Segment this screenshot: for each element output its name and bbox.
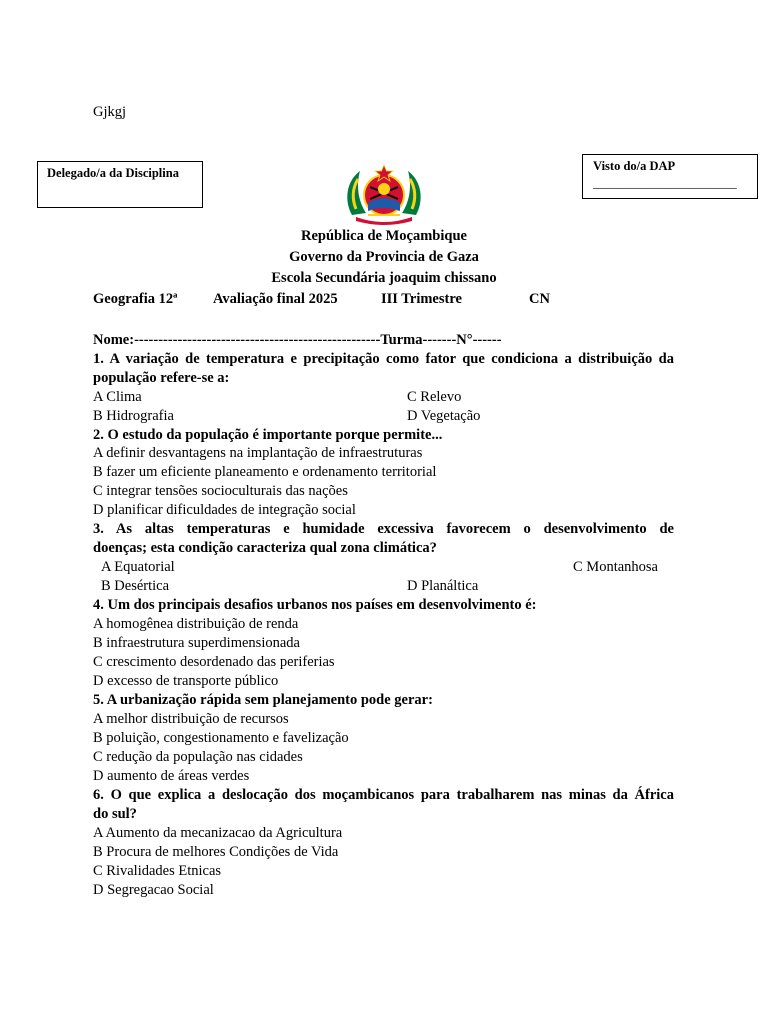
header-school: Escola Secundária joaquim chissano xyxy=(271,270,497,286)
q3-option-d: D Planáltica xyxy=(407,578,479,594)
visto-box xyxy=(582,154,758,199)
question-6-line1: 6. O que explica a deslocação dos moçambicanos para trabalharem nas minas da África xyxy=(93,787,674,803)
q5-option-a: A melhor distribuição de recursos xyxy=(93,711,289,727)
q5-option-d: D aumento de áreas verdes xyxy=(93,768,250,784)
q6-option-c: C Rivalidades Etnicas xyxy=(93,863,222,879)
name-line: Nome:---------------------------------------------------Turma-------N°------ xyxy=(93,332,502,348)
q6-option-d: D Segregacao Social xyxy=(93,882,214,898)
q4-option-a: A homogênea distribuição de renda xyxy=(93,616,299,632)
q5-option-c: C redução da população nas cidades xyxy=(93,749,303,765)
q4-option-d: D excesso de transporte público xyxy=(93,673,279,689)
delegado-box xyxy=(37,161,203,208)
term: III Trimestre xyxy=(381,291,462,307)
q2-option-a: A definir desvantagens na implantação de infraestruturas xyxy=(93,445,423,461)
visto-label: Visto do/a DAP xyxy=(593,159,676,173)
delegado-label: Delegado/a da Disciplina xyxy=(47,166,179,180)
q5-option-b: B poluição, congestionamento e favelização xyxy=(93,730,349,746)
q2-option-c: C integrar tensões socioculturais das nações xyxy=(93,483,348,499)
q6-option-b: B Procura de melhores Condições de Vida xyxy=(93,844,339,860)
header-government: Governo da Provincia de Gaza xyxy=(289,249,479,265)
question-2: 2. O estudo da população é importante porque permite... xyxy=(93,427,443,443)
q6-option-a: A Aumento da mecanizacao da Agricultura xyxy=(93,825,343,841)
q3-option-b: B Desértica xyxy=(101,578,170,594)
q2-option-d: D planificar dificuldades de integração social xyxy=(93,502,356,518)
header-republic: República de Moçambique xyxy=(301,228,467,244)
q1-option-a: A Clima xyxy=(93,389,142,405)
q4-option-b: B infraestrutura superdimensionada xyxy=(93,635,300,651)
question-4: 4. Um dos principais desafios urbanos nos países em desenvolvimento é: xyxy=(93,597,537,613)
question-5: 5. A urbanização rápida sem planejamento pode gerar: xyxy=(93,692,433,708)
question-3-line2: doenças; esta condição caracteriza qual zona climática? xyxy=(93,540,437,556)
top-note: Gjkgj xyxy=(93,104,127,120)
subject: Geografia 12ª xyxy=(93,291,178,307)
q1-option-c: C Relevo xyxy=(407,389,462,405)
q4-option-c: C crescimento desordenado das periferias xyxy=(93,654,335,670)
question-6-line2: do sul? xyxy=(93,806,137,822)
signature-line: _______________________ xyxy=(593,176,737,190)
q3-option-c: C Montanhosa xyxy=(573,559,658,575)
exam-title: Avaliação final 2025 xyxy=(213,291,338,307)
q1-option-b: B Hidrografia xyxy=(93,408,174,424)
question-3-line1: 3. As altas temperaturas e humidade excessiva favorecem o desenvolvimento de xyxy=(93,521,674,537)
question-1-line2: população refere-se a: xyxy=(93,370,230,386)
question-1-line1: 1. A variação de temperatura e precipitação como fator que condiciona a distribuição da xyxy=(93,351,674,367)
q2-option-b: B fazer um eficiente planeamento e ordenamento territorial xyxy=(93,464,437,480)
q3-option-a: A Equatorial xyxy=(101,559,175,575)
section: CN xyxy=(529,291,550,307)
q1-option-d: D Vegetação xyxy=(407,408,481,424)
coat-of-arms-emblem xyxy=(342,163,426,227)
